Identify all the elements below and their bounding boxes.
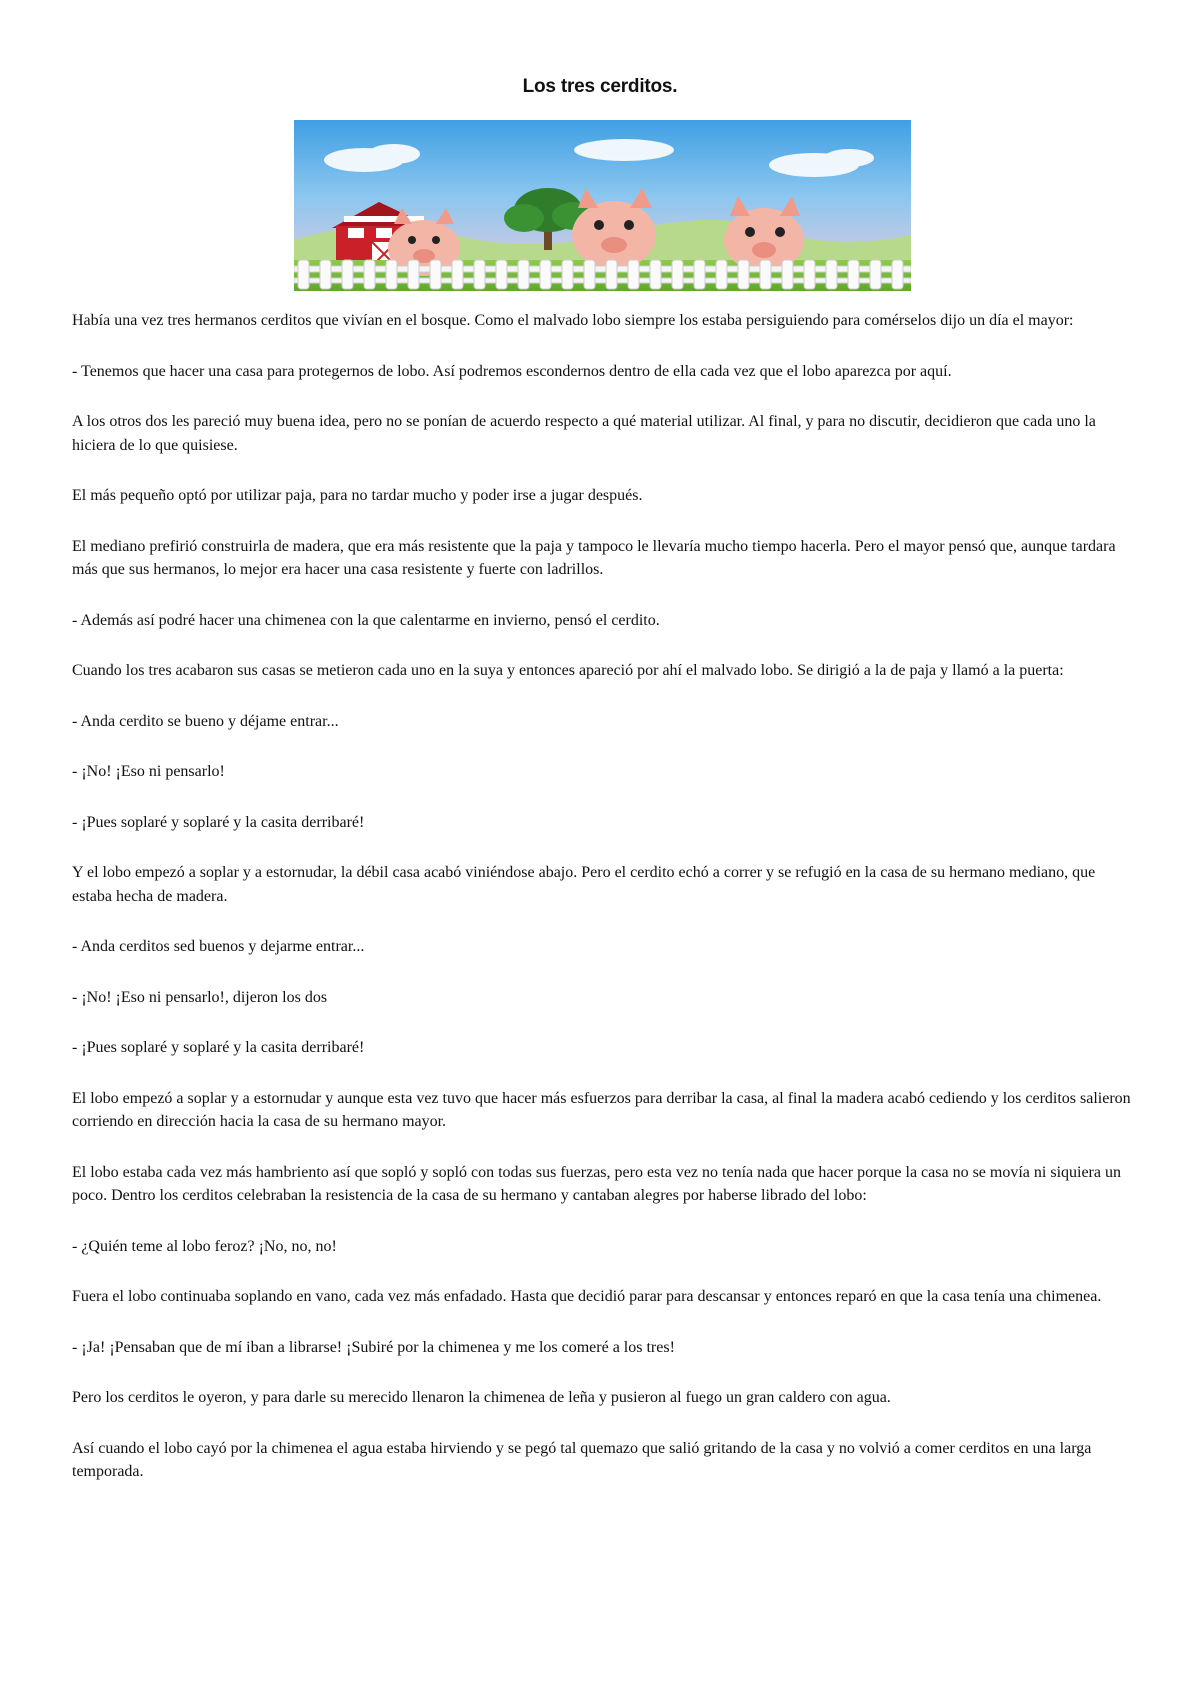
story-text [72, 309, 1136, 1511]
story-paragraph: - Anda cerdito se bueno y déjame entrar... [72, 712, 339, 730]
story-paragraph: Había una vez tres hermanos cerditos que vivían en el bosque. Como el malvado lobo siempre los estaba persiguiendo para comérselos dijo un día el mayor: [72, 312, 1074, 329]
story-paragraph: - ¿Quién teme al lobo feroz? ¡No, no, no! [72, 1237, 337, 1255]
story-paragraph: - Además así podré hacer una chimenea con la que calentarme en invierno, pensó el cerdito. [72, 611, 660, 629]
story-paragraph: Pero los cerditos le oyeron, y para darle su merecido llenaron la chimenea de leña y pusieron al fuego un gran caldero con agua. [72, 1389, 891, 1406]
story-paragraph: - ¡No! ¡Eso ni pensarlo!, dijeron los dos [72, 988, 328, 1006]
story-paragraph: - ¡Ja! ¡Pensaban que de mí iban a librarse! ¡Subiré por la chimenea y me los comeré a los tres! [72, 1338, 675, 1356]
document-title: Los tres cerditos. [522, 76, 678, 97]
story-paragraph: - Anda cerditos sed buenos y dejarme entrar... [72, 938, 365, 955]
story-paragraph: Cuando los tres acabaron sus casas se metieron cada uno en la suya y entonces apareció por ahí el malvado lobo. Se dirigió a la de paja y llamó a la puerta: [72, 662, 1064, 679]
story-paragraph: Fuera el lobo continuaba soplando en vano, cada vez más enfadado. Hasta que decidió parar para descansar y entonces reparó en que la casa tenía una chimenea. [72, 1288, 1102, 1305]
story-paragraph: El mediano prefirió construirla de madera, que era más resistente que la paja y tampoco le llevaría mucho tiempo hacerla. Pero el mayor pensó que, aunque tardara más que sus hermanos, lo mejor era hacer una casa resistente y fuerte con ladrillos. [72, 537, 1116, 578]
story-paragraph: El lobo estaba cada vez más hambriento así que sopló y sopló con todas sus fuerzas, pero esta vez no tenía nada que hacer porque la casa no se movía ni siquiera un poco. Dentro los cerditos celebraban la resistencia de la casa de su hermano y cantaban alegres por haberse librado del lobo: [72, 1163, 1121, 1204]
story-paragraph: - ¡Pues soplaré y soplaré y la casita derribaré! [72, 813, 365, 831]
story-paragraph: - ¡No! ¡Eso ni pensarlo! [72, 763, 225, 780]
story-paragraph: Así cuando el lobo cayó por la chimenea el agua estaba hirviendo y se pegó tal quemazo que salió gritando de la casa y no volvió a comer cerditos en una larga temporada. [72, 1439, 1092, 1480]
three-little-pigs-farm-illustration [294, 120, 911, 291]
story-paragraph: Y el lobo empezó a soplar y a estornudar, la débil casa acabó viniéndose abajo. Pero el cerdito echó a correr y se refugió en la casa de su hermano mediano, que estaba hecha de madera. [72, 864, 1096, 905]
story-paragraph: - Tenemos que hacer una casa para protegernos de lobo. Así podremos escondernos dentro de ella cada vez que el lobo aparezca por aquí. [72, 362, 952, 380]
story-paragraph: A los otros dos les pareció muy buena idea, pero no se ponían de acuerdo respecto a qué material utilizar. Al final, y para no discutir, decidieron que cada uno la hiciera de lo que quisiese. [72, 413, 1096, 454]
story-paragraph: - ¡Pues soplaré y soplaré y la casita derribaré! [72, 1039, 365, 1056]
story-paragraph: El más pequeño optó por utilizar paja, para no tardar mucho y poder irse a jugar después. [72, 487, 643, 504]
story-paragraph: El lobo empezó a soplar y a estornudar y aunque esta vez tuvo que hacer más esfuerzos para derribar la casa, al final la madera acabó cediendo y los cerditos salieron corriendo en dirección hacia la casa de su hermano mayor. [72, 1089, 1131, 1130]
